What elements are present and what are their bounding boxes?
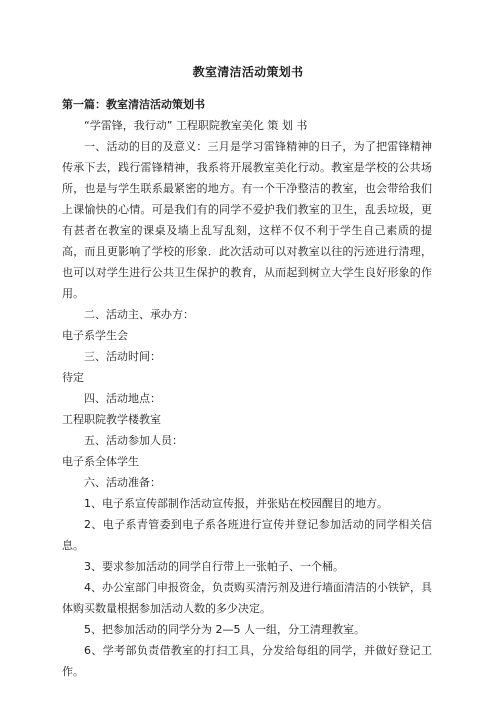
time-value: 待定 [62, 371, 84, 384]
organizer-value: 电子系学生会 [62, 329, 128, 342]
location-label: 四、活动地点： [84, 392, 161, 405]
participants-label: 五、活动参加人员： [84, 434, 183, 447]
document-title: 教室清洁活动策划书 [192, 65, 304, 79]
preparation-label: 六、活动准备： [84, 476, 161, 489]
preparation-item-5: 5、把参加活动的同学分为 2—5 人一组，分工清理教室。 [84, 623, 365, 636]
preparation-item-2: 2、电子系青管委到电子系各班进行宣传并登记参加活动的同学相关信息。 [62, 518, 432, 552]
document-body [62, 94, 432, 682]
document-subtitle: “学雷锋，我行动” 工程职院教室美化 策 划 书 [84, 119, 308, 132]
organizer-label: 二、活动主、承办方： [84, 308, 194, 321]
purpose-paragraph: 一、活动的目的及意义：三月是学习雷锋精神的日子，为了把雷锋精神传承下去，践行雷锋精神，我系将开展教室美化行动。教室是学校的公共场所，也是与学生联系最紧密的地方。有一个干净整洁的教室，也会带给我们上课愉快的心情。可是我们有的同学不爱护我们教室的卫生，乱丢垃圾，更有甚者在教室的课桌及墙上乱写乱刻，这样不仅不利于学生自己素质的提高，而且更影响了学校的形象．此次活动可以对教室以往的污迹进行清理，也可以对学生进行公共卫生保护的教育，从而起到树立大学生良好形象的作用。 [62, 140, 432, 300]
participants-value: 电子系全体学生 [62, 455, 139, 468]
preparation-item-4: 4、办公室部门申报资金，负责购买清污剂及进行墙面清洁的小铁铲，具体购买数量根据参加活动人数的多少决定。 [62, 581, 432, 615]
section-heading: 第一篇：教室清洁活动策划书 [62, 98, 205, 111]
location-value: 工程职院教学楼教室 [62, 413, 161, 426]
time-label: 三、活动时间： [84, 350, 161, 363]
preparation-item-1: 1、电子系宣传部制作活动宣传报，并张贴在校园醒目的地方。 [84, 497, 388, 510]
preparation-item-6: 6、学考部负责借教室的打扫工具，分发给每组的同学，并做好登记工作。 [62, 644, 432, 678]
preparation-item-3: 3、要求参加活动的同学自行带上一张帕子、一个桶。 [84, 560, 344, 573]
